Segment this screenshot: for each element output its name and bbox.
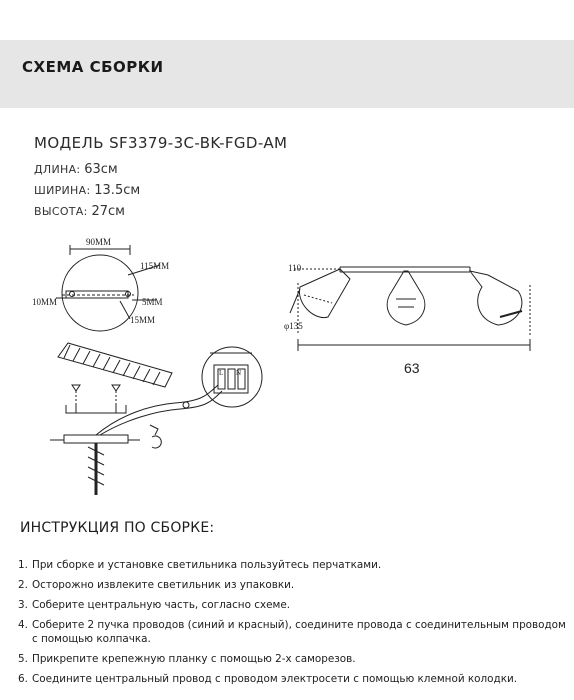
list-item (18, 618, 568, 646)
lamp-front-view (290, 267, 530, 351)
spec-label: ШИРИНА: (34, 184, 95, 197)
dim-15: 15MM (130, 315, 156, 325)
bracket-and-screws (50, 385, 161, 495)
dim-10: 10MM (32, 297, 58, 307)
step-number: 1. (18, 559, 28, 571)
dim-110: 110 (288, 263, 302, 273)
spec-height (34, 203, 125, 219)
list-item (18, 578, 568, 592)
step-number: 5. (18, 653, 28, 665)
dim-90: 90MM (86, 237, 112, 247)
step-text: Прикрепите крепежную планку с помощью 2-х саморезов. (32, 653, 356, 665)
spec-width (34, 182, 140, 198)
page-title: СХЕМА СБОРКИ (22, 58, 164, 76)
dim-115: 115MM (140, 261, 170, 271)
step-number: 4. (18, 619, 28, 631)
dim-63: 63 (404, 360, 420, 376)
dim-5: 5MM (142, 297, 163, 307)
instructions-list (18, 558, 568, 692)
model-line: МОДЕЛЬ SF3379-3C-BK-FGD-AM (34, 134, 288, 152)
terminal-block-drawing (202, 347, 262, 407)
dim-135: φ135 (284, 321, 303, 331)
wire-bundle (96, 385, 222, 435)
list-item (18, 598, 568, 612)
step-text: Соедините центральный провод с проводом электросети с помощью клемной колодки. (32, 673, 518, 685)
step-number: 2. (18, 579, 28, 591)
step-text: Соберите 2 пучка проводов (синий и красный), соедините провода с соединительным проводом с помощью колпачка. (32, 619, 566, 645)
step-text: Соберите центральную часть, согласно схеме. (32, 599, 291, 611)
spec-value: 13.5см (94, 183, 141, 198)
spec-label: ДЛИНА: (34, 163, 85, 176)
instructions-title: ИНСТРУКЦИЯ ПО СБОРКЕ: (20, 520, 215, 536)
assembly-diagram (0, 225, 574, 505)
step-number: 3. (18, 599, 28, 611)
step-number: 6. (18, 673, 28, 685)
ceiling-hatch (58, 343, 172, 387)
spec-length (34, 161, 118, 177)
step-text: При сборке и установке светильника пользуйтесь перчатками. (32, 559, 382, 571)
list-item (18, 672, 568, 686)
terminal-label-l: L (219, 369, 224, 377)
list-item (18, 652, 568, 666)
terminal-label-n: N (236, 369, 242, 377)
spec-value: 27см (91, 204, 125, 219)
step-text: Осторожно извлеките светильник из упаковки. (32, 579, 295, 591)
header-band (0, 40, 574, 108)
list-item (18, 558, 568, 572)
spec-value: 63см (84, 162, 118, 177)
spec-label: ВЫСОТА: (34, 205, 92, 218)
